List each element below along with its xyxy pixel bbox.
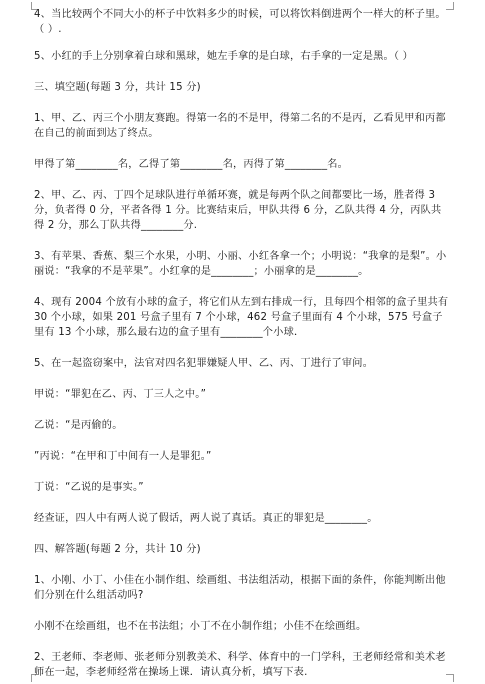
statement-ding: 丁说：“乙说的是事实。”: [34, 482, 144, 493]
question-fill-1: 1、甲、乙、丙三个小朋友赛跑。得第一名的不是甲，得第二名的不是丙，乙看见甲和丙都在自己的前面到达了终点。: [34, 113, 446, 139]
question-fill-5: 5、在一起盗窃案中，法官对四名犯罪嫌疑人甲、乙、丙、丁进行了审问。: [34, 358, 374, 369]
question-fill-1-answer: 甲得了第________名，乙得了第________名，丙得了第________名。: [34, 159, 349, 170]
question-fill-3: 3、有苹果、香蕉、梨三个水果，小明、小丽、小红各拿一个；小明说：“我拿的是梨”。小丽说：“我拿的不是苹果”。小红拿的是________；小丽拿的是________。: [34, 251, 447, 277]
question-solve-1-conditions: 小刚不在绘画组，也不在书法组；小丁不在小制作组；小佳不在绘画组。: [34, 621, 367, 632]
question-solve-1: 1、小刚、小丁、小佳在小制作组、绘画组、书法组活动，根据下面的条件，你能判断出他们分别在什么组活动吗?: [34, 575, 446, 601]
question-judge-5: 5、小红的手上分别拿着白球和黑球，她左手拿的是白球，右手拿的一定是黑。（ ）: [34, 51, 413, 62]
statement-bing: ”丙说：“在甲和丁中间有一人是罪犯。”: [34, 451, 212, 462]
question-fill-5-conclusion: 经查证，四人中有两人说了假话，两人说了真话。真正的罪犯是________。: [34, 513, 378, 524]
section-heading-fill-in: 三、填空题(每题 3 分，共计 15 分): [34, 82, 201, 93]
statement-jia: 甲说：“罪犯在乙、丙、丁三人之中。”: [34, 389, 207, 400]
question-solve-2: 2、王老师、李老师、张老师分别教美术、科学、体育中的一门学科，王老师经常和美术老师在一起，李老师经常在操场上课．请认真分析，填写下表.: [34, 652, 446, 678]
question-fill-2: 2、甲、乙、丙、丁四个足球队进行单循环赛，就是每两个队之间都要比一场，胜者得 3 分，负者得 0 分，平者各得 1 分。比赛结束后，甲队共得 6 分，乙队共得 4 分，丙队共得 2 分，那么丁队共得________分.: [34, 190, 442, 231]
question-judge-4: 4、当比较两个不同大小的杯子中饮料多少的时候，可以将饮料倒进两个一样大的杯子里。（ ）.: [34, 9, 446, 35]
question-fill-4: 4、现有 2004 个放有小球的盒子，将它们从左到右排成一行，且每四个相邻的盒子里共有 30 个小球，如果 201 号盒子里有 7 个小球，462 号盒子里面有 4 个小球，575 号盒子里有 13 个小球，那么最右边的盒子里有________个小球．: [34, 297, 449, 338]
section-heading-solve: 四、解答题(每题 2 分，共计 10 分): [34, 544, 201, 555]
statement-yi: 乙说：“是丙偷的。: [34, 420, 123, 431]
document-body: [34, 7, 450, 680]
